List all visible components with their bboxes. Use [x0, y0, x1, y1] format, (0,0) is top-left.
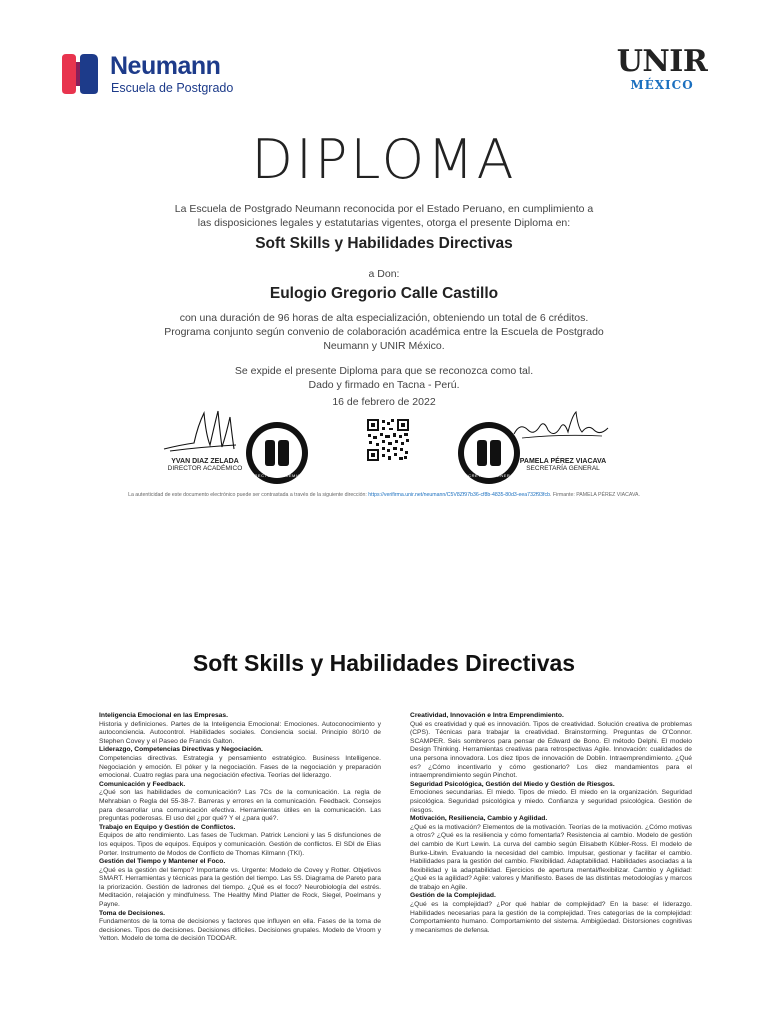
syllabus-module-heading: Creatividad, Innovación e Intra Emprendimiento.	[410, 712, 564, 719]
left-signature-icon	[160, 405, 240, 457]
duration-text	[0, 311, 768, 353]
intro-text	[0, 202, 768, 230]
syllabus-module-body: ¿Qué es la gestión del tiempo? Importante vs. Urgente: Modelo de Covey y Rotter. Objetivos SMART. Herramientas y técnicas para la gestión del tiempo. Las 5S. Diagrama de Pareto para la priorización. Gestión de ladrones del tiempo. ¿Qué es el foco? Neurobiología del estrés. Meditación, relajación y mindfulness. The Healthy Mind Platter de Rock, Siegel, Poelmans y Payne.	[99, 866, 381, 909]
right-signer-role: SECRETARÍA GENERAL	[526, 465, 600, 472]
neumann-mark-icon	[58, 54, 102, 94]
syllabus-module-body: ¿Qué es la motivación? Elementos de la motivación. Teorías de la motivación. ¿Cómo motivas a otros? ¿Qué es la resiliencia y cómo fomentarla? Resistencia al cambio. Modelo de gestión del cambio de Kurt Lewin. La curva del cambio según Elisabeth Kübler-Ross. El modelo de Burke-Litwin. Evaluando la necesidad del cambio. Impulsar, gestionar y facilitar el cambio. Habilidades para la gestión del cambio. Flexibilidad. Adaptabilidad. Habilidades asociadas a la flexibilidad y la adaptabilidad. Ejercicios de apertura mental/flexibilizar. Cambio y Agilidad: ¿Qué es la agilidad? Agile: valores y Manifiesto. Bases de las distintas metodologías y marcos de trabajo en Agile.	[410, 823, 692, 891]
school-name: Neumann	[110, 52, 221, 80]
verification-note	[0, 492, 768, 498]
intro-line-1: La Escuela de Postgrado Neumann reconocida por el Estado Peruano, en cumplimiento a	[174, 203, 594, 215]
neumann-logo	[58, 52, 258, 98]
right-seal	[458, 422, 520, 484]
syllabus-right-column	[410, 712, 692, 935]
partner-name: UNIR	[616, 44, 708, 79]
syllabus-module-heading: Gestión de la Complejidad.	[410, 892, 496, 900]
syllabus-module-heading: Motivación, Resiliencia, Cambio y Agilidad.	[410, 815, 548, 823]
left-signer	[150, 458, 260, 472]
diploma-title: DIPLOMA	[251, 128, 517, 191]
seal-mark-icon	[263, 440, 291, 466]
syllabus-module-heading: Inteligencia Emocional en las Empresas.	[99, 712, 228, 719]
recipient-name: Eulogio Gregorio Calle Castillo	[269, 285, 499, 302]
syllabus-module-heading: Seguridad Psicológica, Gestión del Miedo y Gestión de Riesgos.	[410, 780, 615, 788]
issue-date: 16 de febrero de 2022	[332, 396, 436, 408]
unir-logo	[608, 46, 716, 100]
left-seal-text: DIRECTOR ACADÉMICO	[249, 473, 305, 478]
issue-line-2: Dado y firmado en Tacna - Perú.	[308, 379, 460, 391]
syllabus-module-heading: Liderazgo, Competencias Directivas y Negociación.	[99, 746, 263, 754]
syllabus-module-heading: Toma de Decisiones.	[99, 909, 166, 917]
syllabus-module-body: Qué es creatividad y qué es innovación. Tipos de creatividad. Solución creativa de problemas (CPS). Técnicas para trabajar la creatividad. Brainstorming. Preguntas de O'Connor. SCAMPER. Seis sombreros para pensar de Edward de Bono. El método Delphi. El modelo Design Thinking. Herramientas creativas para retrospectivas Agile. Innovación: cualidades de una persona innovadora. Los diez tipos de innovación de Doblin. Intraemprendimiento. ¿Qué es? ¿Cómo incentivarlo y cómo gestionarlo? Los diez mandamientos para el intraemprendimiento según Pinchot.	[410, 720, 692, 780]
qr-code-icon[interactable]	[366, 418, 410, 462]
seal-mark-icon	[475, 440, 503, 466]
syllabus-module-heading: Comunicación y Feedback.	[99, 780, 186, 788]
syllabus-module-body: Historia y definiciones. Partes de la Inteligencia Emocional: Emociones. Autoconocimiento y autoconciencia. Autocontrol. Habilidades sociales. Conciencia social. Principio 80/10 de Stephen Covey y el Paseo de Francis Galton.	[99, 720, 381, 745]
left-signer-role: DIRECTOR ACADÉMICO	[167, 465, 243, 472]
right-signer-name: PAMELA PÉREZ VIACAVA	[519, 458, 607, 465]
issue-text	[0, 364, 768, 409]
verification-signer: . Firmante: PAMELA PÉREZ VIACAVA.	[549, 492, 640, 498]
syllabus-module-body: ¿Qué es la complejidad? ¿Por qué hablar de complejidad? En la base: el liderazgo. Habilidades necesarias para la gestión de la complejidad. Tres categorías de la complejidad: Comportamiento humano. Comportamiento del sistema. Ambigüedad. Distorsiones cognitivas y mecanismos de defensa.	[410, 901, 692, 934]
issue-line-1: Se expide el presente Diploma para que se reconozca como tal.	[234, 365, 534, 377]
right-signature-icon	[512, 408, 612, 448]
syllabus-module-body: Competencias directivas. Estrategia y pensamiento estratégico. Business Intelligence. Negociación y emoción. El póker y la negociación. Fases de la negociación y preparación emocional. Cuatro reglas para una negociación efectiva. Teorías del liderazgo.	[99, 754, 381, 780]
verification-text: La autenticidad de este documento electrónico puede ser contrastada a través de la siguiente dirección:	[128, 492, 367, 498]
intro-line-2: las disposiciones legales y estatutarias vigentes, otorga el presente Diploma en:	[197, 217, 571, 229]
syllabus-module-body: Fundamentos de la toma de decisiones y factores que influyen en ella. Fases de la toma de decisiones. Tipos de decisiones. Decisiones difíciles. Decisiones grupales. Modelo de Vroom y Yetton. Modelo de toma de decisión TDODAR.	[99, 918, 381, 943]
left-signer-name: YVAN DIAZ ZELADA	[171, 458, 239, 465]
syllabus-title: Soft Skills y Habilidades Directivas	[192, 650, 576, 676]
syllabus-module-heading: Trabajo en Equipo y Gestión de Conflictos.	[99, 823, 236, 831]
syllabus-left-column	[99, 712, 381, 944]
right-seal-text: SECRETARÍA GENERAL	[461, 473, 517, 478]
verification-link[interactable]: https://verifirma.unir.net/neumann/C5V8Zf97b36-cf8b-4835-80d3-eea732f93fcb	[368, 492, 550, 498]
duration-line-2: Programa conjunto según convenio de colaboración académica entre la Escuela de Postgrado	[164, 326, 604, 338]
to-label: a Don:	[368, 268, 400, 280]
duration-line-3: Neumann y UNIR México.	[323, 340, 445, 352]
partner-country: MÉXICO	[630, 78, 694, 92]
duration-line-1: con una duración de 96 horas de alta especialización, obteniendo un total de 6 créditos.	[179, 312, 589, 324]
syllabus-module-body: Equipos de alto rendimiento. Las fases de Tuckman. Patrick Lencioni y las 5 disfunciones de los equipos. Tipos de equipos. Equipos y comunicación. Gestión de conflictos. El SDI de Elias Porter. Instrumento de Modos de Conflicto de Thomas Kilmann (TKI).	[99, 832, 381, 857]
syllabus-module-body: Emociones secundarias. El miedo. Tipos de miedo. El miedo en la organización. Seguridad psicológica. Seguridad psicológica y miedo. Confianza y seguridad psicológica. Gestión de riesgos.	[410, 789, 692, 814]
school-subtitle: Escuela de Postgrado	[111, 81, 234, 95]
syllabus-module-body: ¿Qué son las habilidades de comunicación? Las 7Cs de la comunicación. La regla de Mehrabian o Regla del 55-38-7. Barreras y errores en la comunicación. Feedback. Consejos para desarrollar una comunicación efectiva. Herramientas útiles en la comunicación. Las preguntas poderosas. El uso del ¿por qué? Y el ¿para qué?.	[99, 789, 381, 823]
right-signer	[508, 458, 618, 472]
left-seal	[246, 422, 308, 484]
syllabus-module-heading: Gestión del Tiempo y Mantener el Foco.	[99, 858, 226, 866]
program-name: Soft Skills y Habilidades Directivas	[255, 235, 513, 252]
